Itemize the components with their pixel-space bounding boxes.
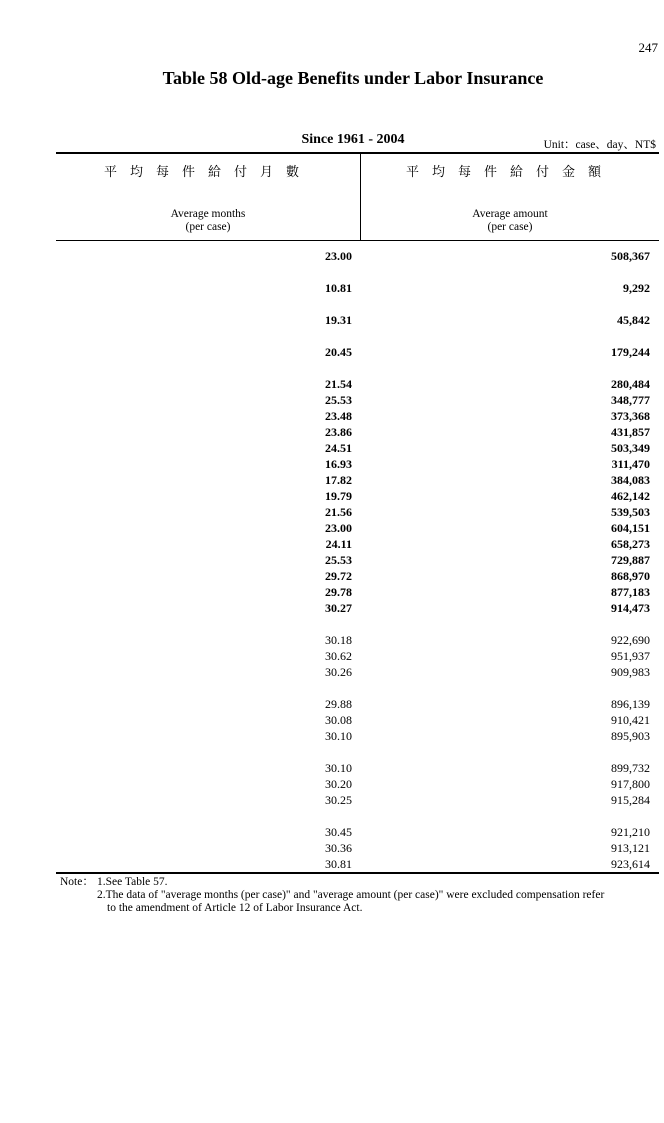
cell-average-amount: 922,690 xyxy=(611,633,650,647)
cell-average-months: 19.31 xyxy=(325,313,352,327)
cell-average-amount: 909,983 xyxy=(611,665,650,679)
table-top-rule xyxy=(56,152,659,154)
table-bottom-rule xyxy=(56,872,659,874)
cell-average-months: 29.78 xyxy=(325,585,352,599)
cell-average-months: 30.25 xyxy=(325,793,352,807)
note-text-1: 1.See Table 57. xyxy=(97,876,168,888)
cell-average-amount: 895,903 xyxy=(611,729,650,743)
cell-average-months: 25.53 xyxy=(325,553,352,567)
cell-average-amount: 910,421 xyxy=(611,713,650,727)
table-title: Table 58 Old-age Benefits under Labor Insurance xyxy=(162,68,544,88)
cell-average-amount: 658,273 xyxy=(611,537,650,551)
header-bottom-rule xyxy=(56,240,659,241)
cell-average-amount: 923,614 xyxy=(611,857,650,871)
cell-average-months: 24.51 xyxy=(325,441,352,455)
cell-average-months: 30.62 xyxy=(325,649,352,663)
table-notes xyxy=(60,876,660,915)
note-text-3: to the amendment of Article 12 of Labor Insurance Act. xyxy=(107,902,363,914)
header-amount-en-line2: (per case) xyxy=(487,221,533,233)
cell-average-months: 29.72 xyxy=(325,569,352,583)
cell-average-months: 30.08 xyxy=(325,713,352,727)
note-line-3 xyxy=(60,902,660,915)
page-number: 247 xyxy=(638,40,658,55)
cell-average-amount: 280,484 xyxy=(611,377,650,391)
cell-average-amount: 896,139 xyxy=(611,697,650,711)
header-months-en-line1: Average months xyxy=(170,208,246,220)
cell-average-amount: 915,284 xyxy=(611,793,650,807)
cell-average-amount: 503,349 xyxy=(611,441,650,455)
cell-average-months: 23.48 xyxy=(325,409,352,423)
cell-average-amount: 729,887 xyxy=(611,553,650,567)
cell-average-months: 30.45 xyxy=(325,825,352,839)
cell-average-months: 30.20 xyxy=(325,777,352,791)
cell-average-amount: 604,151 xyxy=(611,521,650,535)
cell-average-months: 19.79 xyxy=(325,489,352,503)
cell-average-amount: 384,083 xyxy=(611,473,650,487)
cell-average-months: 25.53 xyxy=(325,393,352,407)
cell-average-amount: 539,503 xyxy=(611,505,650,519)
cell-average-months: 30.27 xyxy=(325,601,352,615)
cell-average-amount: 508,367 xyxy=(611,249,650,263)
unit-label: Unit：case、day、NT$ xyxy=(543,139,656,151)
cell-average-months: 30.36 xyxy=(325,841,352,855)
cell-average-amount: 9,292 xyxy=(623,281,650,295)
note-line-2 xyxy=(60,889,660,902)
cell-average-months: 30.18 xyxy=(325,633,352,647)
cell-average-months: 16.93 xyxy=(325,457,352,471)
cell-average-amount: 311,470 xyxy=(611,457,650,471)
period-label: Since 1961 - 2004 xyxy=(301,132,405,147)
cell-average-months: 30.10 xyxy=(325,729,352,743)
cell-average-months: 24.11 xyxy=(325,537,352,551)
cell-average-amount: 868,970 xyxy=(611,569,650,583)
cell-average-months: 21.54 xyxy=(325,377,352,391)
cell-average-months: 30.10 xyxy=(325,761,352,775)
cell-average-amount: 179,244 xyxy=(611,345,650,359)
cell-average-months: 21.56 xyxy=(325,505,352,519)
header-amount-en-line1: Average amount xyxy=(472,208,548,220)
cell-average-months: 10.81 xyxy=(325,281,352,295)
cell-average-months: 30.81 xyxy=(325,857,352,871)
cell-average-amount: 348,777 xyxy=(611,393,650,407)
header-months-en xyxy=(56,208,360,234)
cell-average-amount: 431,857 xyxy=(611,425,650,439)
header-amount-zh: 平均每件給付金額 xyxy=(405,165,614,180)
note-text-2: 2.The data of "average months (per case)" and "average amount (per case)" were excluded compensation refer xyxy=(97,889,605,901)
cell-average-amount: 917,800 xyxy=(611,777,650,791)
cell-average-amount: 899,732 xyxy=(611,761,650,775)
cell-average-amount: 877,183 xyxy=(611,585,650,599)
cell-average-months: 20.45 xyxy=(325,345,352,359)
cell-average-amount: 914,473 xyxy=(611,601,650,615)
cell-average-months: 23.00 xyxy=(325,249,352,263)
cell-average-months: 29.88 xyxy=(325,697,352,711)
header-months-zh: 平均每件給付月數 xyxy=(103,165,312,180)
note-label: Note： xyxy=(60,876,94,888)
cell-average-months: 30.26 xyxy=(325,665,352,679)
header-months-en-line2: (per case) xyxy=(185,221,231,233)
cell-average-months: 23.00 xyxy=(325,521,352,535)
cell-average-amount: 913,121 xyxy=(611,841,650,855)
cell-average-amount: 373,368 xyxy=(611,409,650,423)
note-line-1 xyxy=(60,876,660,889)
cell-average-months: 23.86 xyxy=(325,425,352,439)
cell-average-amount: 45,842 xyxy=(617,313,650,327)
cell-average-amount: 921,210 xyxy=(611,825,650,839)
header-amount-en xyxy=(361,208,659,234)
cell-average-months: 17.82 xyxy=(325,473,352,487)
cell-average-amount: 462,142 xyxy=(611,489,650,503)
cell-average-amount: 951,937 xyxy=(611,649,650,663)
